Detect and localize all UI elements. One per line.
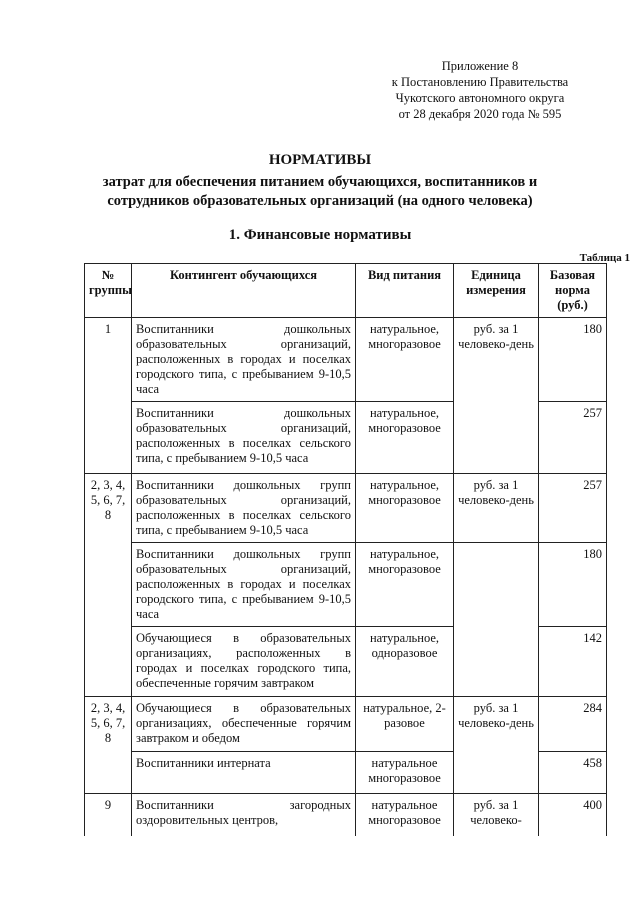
- table-label: Таблица 1: [579, 252, 630, 264]
- cell-base-norm: 284: [539, 697, 607, 752]
- cell-contingent: Воспитанники дошкольных образовательных организаций, расположенных в поселках сельского типа, с пребыванием 9-10,5 часа: [132, 402, 356, 474]
- appendix-block: [360, 58, 600, 122]
- cell-food-type: натуральное, многоразовое: [356, 474, 454, 543]
- appendix-line: Приложение 8: [441, 59, 519, 73]
- cell-group: 2, 3, 4, 5, 6, 7, 8: [85, 697, 132, 794]
- table-row: [85, 794, 607, 836]
- header-food-type: Вид питания: [356, 264, 454, 318]
- cell-unit: руб. за 1 человеко-день: [454, 474, 539, 543]
- cell-food-type: натуральное, многоразовое: [356, 318, 454, 402]
- cell-group: 9: [85, 794, 132, 836]
- cell-contingent: Воспитанники интерната: [132, 752, 356, 794]
- cell-unit-empty: [454, 543, 539, 697]
- appendix-line: к Постановлению Правительства: [391, 75, 569, 89]
- cell-contingent: Воспитанники дошкольных групп образовательных организаций, расположенных в городах и поселках городского типа, с пребыванием 9-10,5 часа: [132, 543, 356, 627]
- cell-contingent: Обучающиеся в образовательных организациях, расположенных в городах и поселках городского типа, обеспеченные горячим завтраком: [132, 627, 356, 697]
- cell-food-type: натуральное, 2-разовое: [356, 697, 454, 752]
- cell-food-type: натуральное, многоразовое: [356, 543, 454, 627]
- cell-base-norm: 400: [539, 794, 607, 836]
- table-row: [85, 543, 607, 627]
- cell-unit: руб. за 1 человеко-день: [454, 697, 539, 794]
- header-unit: Единица измерения: [454, 264, 539, 318]
- cell-food-type: натуральное многоразовое: [356, 794, 454, 836]
- appendix-line: от 28 декабря 2020 года № 595: [398, 107, 562, 121]
- cell-base-norm: 458: [539, 752, 607, 794]
- cell-unit: руб. за 1 человеко-: [454, 794, 539, 836]
- cell-contingent: Воспитанники дошкольных образовательных организаций, расположенных в городах и поселках городского типа, с пребыванием 9-10,5 часа: [132, 318, 356, 402]
- header-group: № группы: [85, 264, 132, 318]
- cell-contingent: Воспитанники дошкольных групп образовательных организаций, расположенных в поселках сельского типа, с пребыванием 9-10,5 часа: [132, 474, 356, 543]
- cell-base-norm: 142: [539, 627, 607, 697]
- document-title: НОРМАТИВЫ: [268, 152, 372, 168]
- table-row: [85, 318, 607, 402]
- document-subtitle-line: затрат для обеспечения питанием обучающихся, воспитанников и: [102, 174, 538, 190]
- norms-table: [84, 263, 607, 836]
- table-row: [85, 697, 607, 752]
- header-base-norm: Базовая норма (руб.): [539, 264, 607, 318]
- cell-food-type: натуральное, одноразовое: [356, 627, 454, 697]
- cell-food-type: натуральное, многоразовое: [356, 402, 454, 474]
- cell-group: 2, 3, 4, 5, 6, 7, 8: [85, 474, 132, 697]
- cell-base-norm: 180: [539, 543, 607, 627]
- cell-contingent: Воспитанники загородных оздоровительных центров,: [132, 794, 356, 836]
- section-heading: 1. Финансовые нормативы: [228, 227, 412, 243]
- document-subtitle-line: сотрудников образовательных организаций (на одного человека): [107, 193, 533, 209]
- header-contingent: Контингент обучающихся: [132, 264, 356, 318]
- cell-unit: руб. за 1 человеко-день: [454, 318, 539, 474]
- appendix-line: Чукотского автономного округа: [395, 91, 565, 105]
- cell-base-norm: 180: [539, 318, 607, 402]
- table-row: [85, 474, 607, 543]
- cell-contingent: Обучающиеся в образовательных организациях, обеспеченные горячим завтраком и обедом: [132, 697, 356, 752]
- cell-group: 1: [85, 318, 132, 474]
- cell-base-norm: 257: [539, 402, 607, 474]
- table-header-row: [85, 264, 607, 318]
- cell-base-norm: 257: [539, 474, 607, 543]
- cell-food-type: натуральное многоразовое: [356, 752, 454, 794]
